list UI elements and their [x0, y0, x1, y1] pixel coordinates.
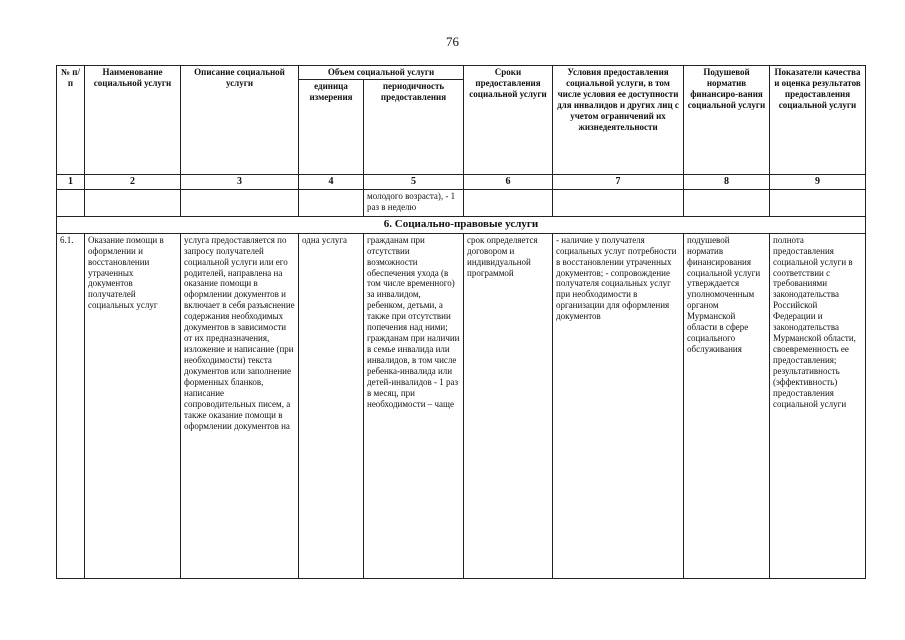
header-conditions: Условия предоставления социальной услуги, в том числе условия ее доступности для инвалидов и других лиц с учетом ограничений их жизнедеятельности	[553, 66, 684, 175]
header-description: Описание социальной услуги	[181, 66, 299, 175]
page-number: 76	[446, 34, 459, 49]
row-norm: подушевой норматив финансирования социальной услуги утверждается уполномоченным органом Мурманской области в сфере социального обслуживания	[684, 233, 770, 578]
header-quality: Показатели качества и оценка результатов предоставления социальной услуги	[770, 66, 866, 175]
services-table	[56, 65, 866, 579]
column-numbers-row	[57, 175, 866, 190]
row-quality: полнота предоставления социальной услуги в соответствии с требованиями законодательства Российской Федерации и законодательства Мурманской области, своевременность ее предоставления; результативность (эффективность) предоставления социальной услуги	[770, 233, 866, 578]
col-number-2: 2	[85, 175, 181, 190]
section-title: 6. Социально-правовые услуги	[57, 217, 866, 233]
header-row	[57, 66, 866, 80]
col-number-5: 5	[364, 175, 464, 190]
col-number-9: 9	[770, 175, 866, 190]
row-description: услуга предоставляется по запросу получателей социальной услуги или его родителей, направлена на оказание помощи в оформлении документов и включает в себя разъяснение содержания необходимых документов в зависимости от их предназначения, изложение и написание (при необходимости) текста документов или заполнение форменных бланков, написание сопроводительных писем, а также оказание помощи в оформлении документов на	[181, 233, 299, 578]
col-number-1: 1	[57, 175, 85, 190]
row-num: 6.1.	[57, 233, 85, 578]
col-number-7: 7	[553, 175, 684, 190]
row-frequency: гражданам при отсутствии возможности обеспечения ухода (в том числе временного) за инвалидом, ребенком, детьми, а также при отсутствии попечения над ними; гражданам при наличии в семье инвалида или инвалидов, в том числе ребенка-инвалида или детей-инвалидов - 1 раз в месяц, при необходимости – чаще	[364, 233, 464, 578]
section-row	[57, 217, 866, 233]
header-terms: Сроки предоставления социальной услуги	[464, 66, 553, 175]
header-norm: Подушевой норматив финансиро-вания социальной услуги	[684, 66, 770, 175]
header-frequency: периодичность предоставления	[364, 79, 464, 174]
row-unit: одна услуга	[299, 233, 364, 578]
header-unit: единица измерения	[299, 79, 364, 174]
continuation-row	[57, 190, 866, 217]
col-number-8: 8	[684, 175, 770, 190]
row-conditions: - наличие у получателя социальных услуг потребности в восстановлении утраченных документов; - сопровождение получателя социальных услуг при необходимости в организации для оформления документов	[553, 233, 684, 578]
header-num: № п/п	[57, 66, 85, 175]
header-volume-group: Объем социальной услуги	[299, 66, 464, 80]
header-name: Наименование социальной услуги	[85, 66, 181, 175]
table-row	[57, 233, 866, 578]
continuation-frequency: молодого возраста), - 1 раз в неделю	[364, 190, 464, 217]
row-terms: срок определяется договором и индивидуальной программой	[464, 233, 553, 578]
row-name: Оказание помощи в оформлении и восстановлении утраченных документов получателей социальных услуг	[85, 233, 181, 578]
col-number-6: 6	[464, 175, 553, 190]
col-number-3: 3	[181, 175, 299, 190]
col-number-4: 4	[299, 175, 364, 190]
